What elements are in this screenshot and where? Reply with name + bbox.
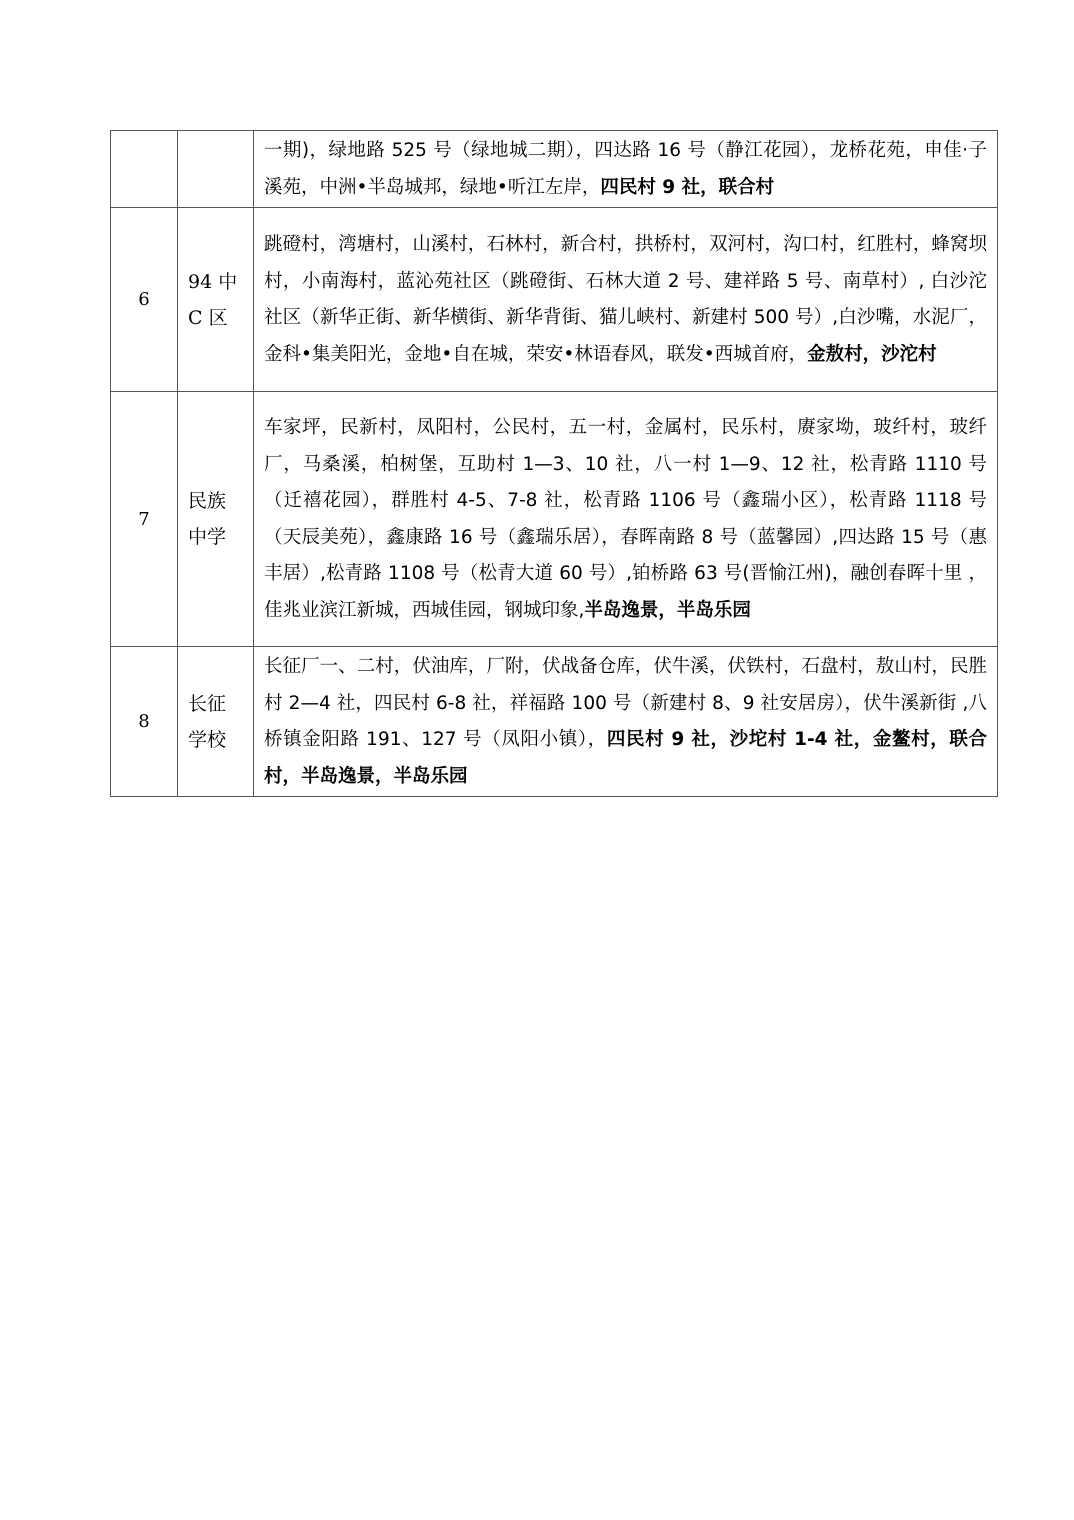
service-area-text: 一期)，绿地路 525 号（绿地城二期），四达路 16 号（静江花园），龙桥花苑，申佳·子溪苑，中洲•半岛城邦，绿地•听江左岸， [264, 140, 987, 198]
school-name-line1: 民族 [188, 490, 227, 512]
school-name [178, 392, 254, 647]
row-number: 6 [111, 208, 178, 392]
table-row [111, 131, 998, 208]
school-name [178, 131, 254, 208]
school-name-line2: 学校 [188, 728, 227, 751]
service-area-text: 跳磴村，湾塘村，山溪村，石林村，新合村，拱桥村，双河村，沟口村，红胜村，蜂窝坝村，小南海村，蓝沁苑社区（跳磴街、石林大道 2 号、建祥路 5 号、南草村）, 白沙沱社区（新华正街、新华横街、新华背街、猫儿峡村、新建村 500 号）,白沙嘴，水泥厂，金科•集美阳光，金地•自在城，荣安•林语春风，联发•西城首府， [264, 234, 987, 365]
school-name [178, 208, 254, 392]
service-area [254, 131, 998, 208]
school-name-line1: 94 中 [188, 270, 238, 293]
row-number: 8 [111, 647, 178, 797]
school-name [178, 647, 254, 797]
service-area-bold-text: 四民村 9 社，沙坨村 1-4 社，金鳌村，联合村，半岛逸景，半岛乐园 [264, 729, 987, 787]
school-name-line2: 中学 [188, 526, 227, 548]
school-district-table [110, 130, 998, 797]
row-number: 7 [111, 392, 178, 647]
service-area [254, 647, 998, 797]
table-row [111, 647, 998, 797]
table-row [111, 208, 998, 392]
table-row [111, 392, 998, 647]
school-name-line1: 长征 [188, 692, 227, 715]
school-name-line2: C 区 [188, 306, 228, 329]
service-area [254, 392, 998, 647]
service-area-text: 车家坪，民新村，凤阳村，公民村，五一村，金属村，民乐村，赓家坳，玻纤村，玻纤厂，马桑溪，柏树堡，互助村 1—3、10 社，八一村 1—9、12 社，松青路 1110 号（迁禧花园），群胜村 4-5、7-8 社，松青路 1106 号（鑫瑞小区），松青路 1118 号（天辰美苑），鑫康路 16 号（鑫瑞乐居），春晖南路 8 号（蓝馨园）,四达路 15 号（惠丰居）,松青路 1108 号（松青大道 60 号）,铂桥路 63 号(晋愉江州)，融创春晖十里 ，佳兆业滨江新城，西城佳园，钢城印象, [264, 417, 987, 621]
service-area-text: 长征厂一、二村，伏油库，厂附，伏战备仓库，伏牛溪，伏铁村，石盘村，敖山村，民胜村 2—4 社，四民村 6-8 社，祥福路 100 号（新建村 8、9 社安居房），伏牛溪新街 ,八桥镇金阳路 191、127 号（凤阳小镇）， [264, 656, 987, 750]
service-area-bold-text: 四民村 9 社，联合村 [600, 176, 775, 198]
row-number [111, 131, 178, 208]
service-area [254, 208, 998, 392]
service-area-bold-text: 半岛逸景，半岛乐园 [584, 599, 751, 621]
service-area-bold-text: 金敖村，沙沱村 [807, 343, 937, 365]
